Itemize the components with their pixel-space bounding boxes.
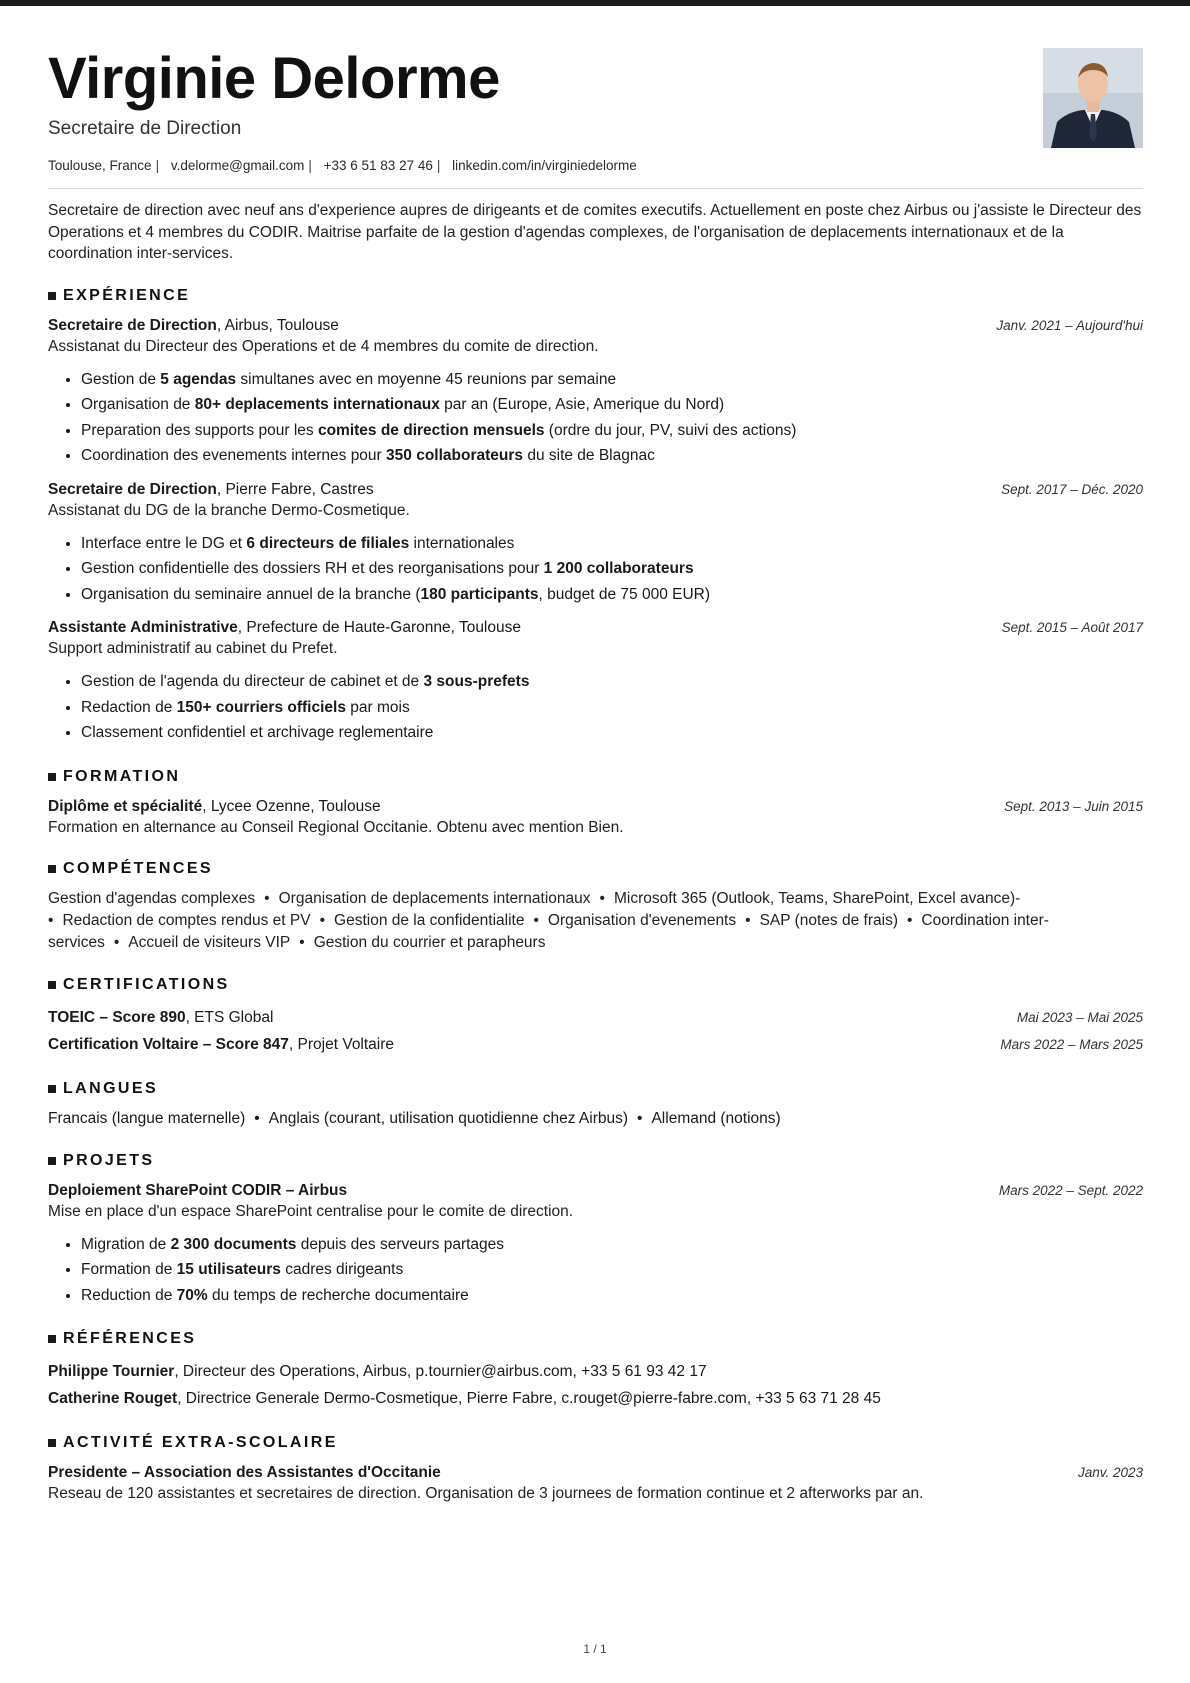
section-title-text: EXPÉRIENCE [63, 286, 191, 304]
bullet-item [81, 418, 1143, 444]
section-title-text: CERTIFICATIONS [63, 975, 230, 993]
skill-item: SAP (notes de frais) [759, 911, 898, 929]
activity-description: Reseau de 120 assistantes et secretaires de direction. Organisation de 3 journees de formation continue et 2 afterworks par an. [48, 1485, 924, 1502]
bullet-item [81, 582, 1143, 608]
bullet-item [81, 367, 1143, 393]
contact-separator: | [308, 158, 312, 173]
contact-phone: +33 6 51 83 27 46 [323, 158, 433, 173]
skill-item: Organisation de deplacements internationaux [278, 889, 591, 907]
bullet-text: internationales [409, 534, 515, 552]
education-description: Formation en alternance au Conseil Regional Occitanie. Obtenu avec mention Bien. [48, 818, 624, 836]
certification-item [48, 1031, 1143, 1058]
resume-page [48, 40, 1143, 1514]
bullet-text: Migration de [81, 1235, 171, 1253]
section-title-text: COMPÉTENCES [63, 859, 213, 877]
entry-header [48, 617, 1143, 638]
reference-item [48, 1358, 1143, 1385]
bullet-text: cadres dirigeants [280, 1261, 404, 1278]
certification-name: TOEIC – Score 890 [48, 1008, 186, 1026]
job-description: Assistanat du DG de la branche Dermo-Cosmetique. [48, 501, 410, 519]
bullet-text: Gestion de l'agenda du directeur de cabinet et de [81, 673, 424, 690]
activity-name: Presidente – Association des Assistantes d'Occitanie [48, 1464, 441, 1481]
education-entry [48, 796, 1143, 838]
entry-header [48, 1462, 1143, 1483]
section-bullet-square [48, 292, 56, 300]
project-name: Deploiement SharePoint CODIR – Airbus [48, 1181, 348, 1199]
degree-name: Diplôme et spécialité [48, 797, 203, 815]
section-bullet-square [48, 1439, 56, 1447]
bullet-text: Interface entre le DG et [81, 534, 247, 552]
activity-entry [48, 1462, 1143, 1504]
section-title-education [48, 768, 1143, 786]
skill-item: Accueil de visiteurs VIP [128, 933, 291, 951]
languages-list: Francais (langue maternelle) • Anglais (courant, utilisation quotidienne chez Airbus) • Allemand (notions) [48, 1109, 781, 1127]
profile-photo-image [1043, 48, 1143, 148]
section-title-projects [48, 1152, 1143, 1170]
bullet-highlight: 6 directeurs de filiales [246, 534, 410, 552]
job-bullets [48, 669, 1143, 746]
bullet-highlight: 80+ deplacements internationaux [194, 396, 440, 413]
profile-summary: Secretaire de direction avec neuf ans d'experience aupres de dirigeants et de comites executifs. Actuellement en poste chez Airbus ou j'assiste le Directeur des Operations et 4 membres du CODIR. Maitrise parfaite de la gestion d'agendas complexes, de l'organisation de deplacements internationaux et de la coordination inter-services. [48, 202, 1142, 262]
candidate-role: Secretaire de Direction [48, 118, 242, 139]
bullet-highlight: comites de direction mensuels [317, 421, 545, 439]
bullet-text: (ordre du jour, PV, suivi des actions) [544, 421, 797, 439]
bullet-item [81, 1283, 1143, 1309]
certification-org: , Projet Voltaire [288, 1035, 395, 1053]
section-bullet-square [48, 981, 56, 989]
skills-list: Gestion d'agendas complexes • Organisation de deplacements internationaux • Microsoft 365 (Outlook, Teams, SharePoint, Excel avance)- • Redaction de comptes rendus et PV • Gestion de la confidentialite • Organisation d'evenements • SAP (notes de frais) • Coordination inter-services • Accueil de visiteurs VIP • Gestion du courrier et parapheurs [48, 889, 1049, 951]
bullet-highlight: 5 agendas [160, 370, 237, 388]
section-title-text: FORMATION [63, 767, 181, 785]
bullet-text: Organisation du seminaire annuel de la branche ( [81, 585, 421, 603]
bullet-highlight: 70% [176, 1286, 208, 1304]
certification-org: , ETS Global [185, 1008, 274, 1026]
entry-header [48, 796, 1143, 817]
language-item: Francais (langue maternelle) [48, 1109, 246, 1127]
contact-separator: | [436, 158, 441, 173]
activity-date: Janv. 2023 [1077, 1465, 1143, 1480]
bullet-text: Reduction de [81, 1286, 177, 1304]
bullet-text: Preparation des supports pour les [81, 421, 318, 439]
top-accent-bar [0, 0, 1190, 6]
header-divider [48, 188, 1143, 189]
section-title-text: LANGUES [63, 1079, 159, 1097]
job-org: , Prefecture de Haute-Garonne, Toulouse [237, 619, 521, 636]
bullet-highlight: 150+ courriers officiels [176, 698, 346, 716]
bullet-text: Classement confidentiel et archivage reglementaire [81, 724, 434, 741]
bullet-item [81, 556, 1143, 582]
section-bullet-square [48, 865, 56, 873]
skill-item: Gestion de la confidentialite [334, 911, 525, 929]
contact-linkedin: linkedin.com/in/virginiedelorme [452, 158, 637, 173]
entry-header [48, 1180, 1143, 1201]
candidate-name: Virginie Delorme [48, 46, 500, 111]
section-bullet-square [48, 1335, 56, 1343]
bullet-item [81, 443, 1143, 469]
skill-item: Gestion du courrier et parapheurs [313, 933, 546, 951]
job-org: , Pierre Fabre, Castres [216, 480, 374, 498]
reference-name: Catherine Rouget [48, 1390, 178, 1407]
bullet-text: Gestion confidentielle des dossiers RH et des reorganisations pour [81, 560, 544, 577]
job-date: Sept. 2017 – Déc. 2020 [1001, 481, 1143, 497]
language-item: Anglais (courant, utilisation quotidienne chez Airbus) [268, 1109, 629, 1127]
section-title-references [48, 1330, 1143, 1348]
profile-photo [1043, 48, 1143, 148]
section-title-certifications [48, 976, 1143, 994]
bullet-text: Coordination des evenements internes pour [81, 447, 387, 464]
section-bullet-square [48, 1157, 56, 1165]
project-date: Mars 2022 – Sept. 2022 [998, 1182, 1143, 1198]
job-date: Janv. 2021 – Aujourd'hui [996, 317, 1143, 333]
bullet-item [81, 1257, 1143, 1283]
bullet-text: Redaction de [81, 698, 177, 716]
bullet-highlight: 180 participants [420, 585, 539, 603]
skill-item: Coordination inter-services [48, 911, 1049, 951]
certification-name: Certification Voltaire – Score 847 [48, 1035, 289, 1053]
reference-detail: , Directeur des Operations, Airbus, p.tournier@airbus.com, +33 5 61 93 42 17 [174, 1363, 707, 1380]
education-date: Sept. 2013 – Juin 2015 [1004, 798, 1143, 814]
bullet-text: du temps de recherche documentaire [207, 1286, 469, 1304]
bullet-highlight: 1 200 collaborateurs [543, 560, 694, 577]
contact-line [48, 158, 637, 173]
bullet-text: par mois [345, 698, 410, 716]
bullet-text: par an (Europe, Asie, Amerique du Nord) [439, 396, 725, 413]
certification-date: Mai 2023 – Mai 2025 [1016, 1009, 1143, 1025]
section-title-languages [48, 1080, 1143, 1098]
section-title-text: RÉFÉRENCES [63, 1330, 197, 1347]
bullet-highlight: 3 sous-prefets [423, 673, 530, 690]
bullet-item [81, 1232, 1143, 1258]
reference-item [48, 1385, 1143, 1412]
section-title-text: ACTIVITÉ EXTRA-SCOLAIRE [63, 1434, 338, 1451]
job-bullets [48, 367, 1143, 469]
section-bullet-square [48, 1085, 56, 1093]
bullet-text: Formation de [81, 1261, 177, 1278]
reference-name: Philippe Tournier [48, 1363, 175, 1380]
bullet-text: depuis des serveurs partages [296, 1235, 505, 1253]
certification-date: Mars 2022 – Mars 2025 [1000, 1036, 1143, 1052]
bullet-item [81, 720, 1143, 746]
experience-entry [48, 617, 1143, 746]
section-title-skills [48, 860, 1143, 878]
contact-separator: | [155, 158, 160, 173]
bullet-text: du site de Blagnac [523, 447, 655, 464]
experience-entry [48, 479, 1143, 608]
job-description: Assistanat du Directeur des Operations et de 4 membres du comite de direction. [48, 337, 599, 355]
job-role: Secretaire de Direction [48, 316, 217, 334]
language-item: Allemand (notions) [651, 1109, 781, 1127]
entry-header [48, 315, 1143, 336]
job-bullets [48, 531, 1143, 608]
skill-item: Redaction de comptes rendus et PV [62, 911, 311, 929]
job-role: Secretaire de Direction [48, 480, 217, 498]
section-title-experience [48, 287, 1143, 305]
page-number: 1 / 1 [583, 1642, 607, 1656]
bullet-text: Gestion de [81, 370, 161, 388]
project-bullets [48, 1232, 1143, 1309]
job-description: Support administratif au cabinet du Prefet. [48, 640, 338, 657]
bullet-highlight: 15 utilisateurs [176, 1261, 281, 1278]
reference-detail: , Directrice Generale Dermo-Cosmetique, Pierre Fabre, c.rouget@pierre-fabre.com, +33 5 63 71 28 45 [177, 1390, 881, 1407]
experience-entry [48, 315, 1143, 469]
entry-header [48, 479, 1143, 500]
school-name: , Lycee Ozenne, Toulouse [202, 797, 381, 815]
skill-item: Gestion d'agendas complexes [48, 889, 256, 907]
section-title-text: PROJETS [63, 1151, 155, 1169]
bullet-item [81, 669, 1143, 695]
bullet-highlight: 2 300 documents [170, 1235, 297, 1253]
contact-email: v.delorme@gmail.com [170, 158, 305, 173]
certification-item [48, 1004, 1143, 1031]
job-role: Assistante Administrative [48, 619, 238, 636]
bullet-item [81, 695, 1143, 721]
resume-header [48, 40, 1143, 190]
bullet-text: simultanes avec en moyenne 45 reunions par semaine [236, 370, 617, 388]
bullet-item [81, 531, 1143, 557]
job-org: , Airbus, Toulouse [216, 316, 339, 334]
section-bullet-square [48, 773, 56, 781]
bullet-highlight: 350 collaborateurs [386, 447, 524, 464]
bullet-item [81, 392, 1143, 418]
bullet-text: , budget de 75 000 EUR) [538, 585, 711, 603]
project-entry [48, 1180, 1143, 1309]
section-title-activities [48, 1434, 1143, 1452]
job-date: Sept. 2015 – Août 2017 [1001, 620, 1143, 635]
project-description: Mise en place d'un espace SharePoint centralise pour le comite de direction. [48, 1202, 574, 1220]
bullet-text: Organisation de [81, 396, 195, 413]
skill-item: Organisation d'evenements [547, 911, 737, 929]
skill-item: Microsoft 365 (Outlook, Teams, SharePoint, Excel avance)- [613, 889, 1021, 907]
contact-location: Toulouse, France [48, 158, 152, 173]
